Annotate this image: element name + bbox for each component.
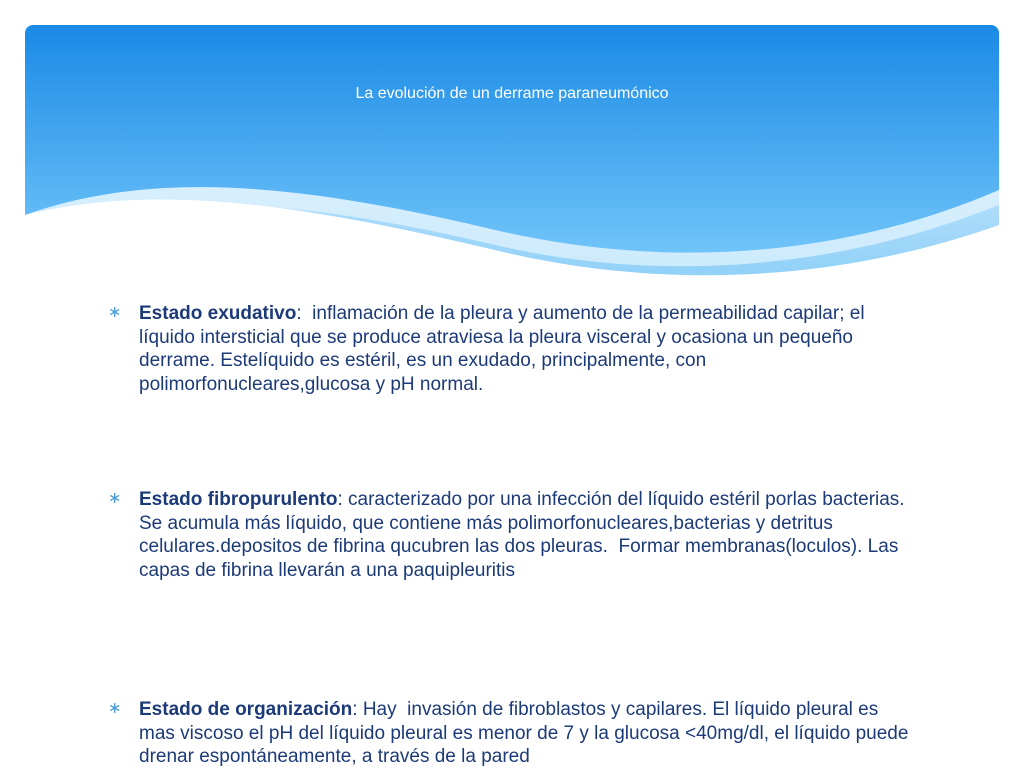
item-description: inflamación de la pleura y aumento de la permeabilidad capilar; el líquido intersticial que se produce atraviesa la pleura visceral y ocasiona un pequeño derrame. Estelíquido es estéril, es un exudado, principalmente, con polimorfonucleares,glucosa y pH normal.	[139, 303, 870, 395]
asterisk-bullet-icon: ∗	[108, 700, 122, 717]
list-item-text	[139, 488, 919, 582]
asterisk-bullet-icon: ∗	[108, 490, 122, 507]
item-term: Estado exudativo	[139, 303, 297, 324]
wave-decoration	[25, 25, 999, 285]
list-item-text	[139, 698, 919, 769]
item-term: Estado fibropurulento	[139, 489, 338, 510]
list-item-text	[139, 302, 919, 396]
item-description: caracterizado por una infección del líquido estéril porlas bacterias. Se acumula más líquido, que contiene más polimorfonucleares,bacterias y detritus celulares.depositos de fibrina qucubren las dos pleuras. Formar membranas(loculos). Las capas de fibrina llevarán a una paquipleuritis	[139, 489, 910, 581]
item-separator: :	[337, 489, 343, 510]
item-term: Estado de organización	[139, 699, 353, 720]
asterisk-bullet-icon: ∗	[108, 304, 122, 321]
title-banner	[25, 25, 999, 285]
item-description: Hay invasión de fibroblastos y capilares. El líquido pleural es mas viscoso el pH del líquido pleural es menor de 7 y la glucosa <40mg/dl, el líquido puede drenar espontáneamente, a través de la pared	[139, 699, 914, 767]
item-separator: :	[296, 303, 302, 324]
item-separator: :	[352, 699, 358, 720]
slide-title: La evolución de un derrame paraneumónico	[355, 85, 669, 102]
